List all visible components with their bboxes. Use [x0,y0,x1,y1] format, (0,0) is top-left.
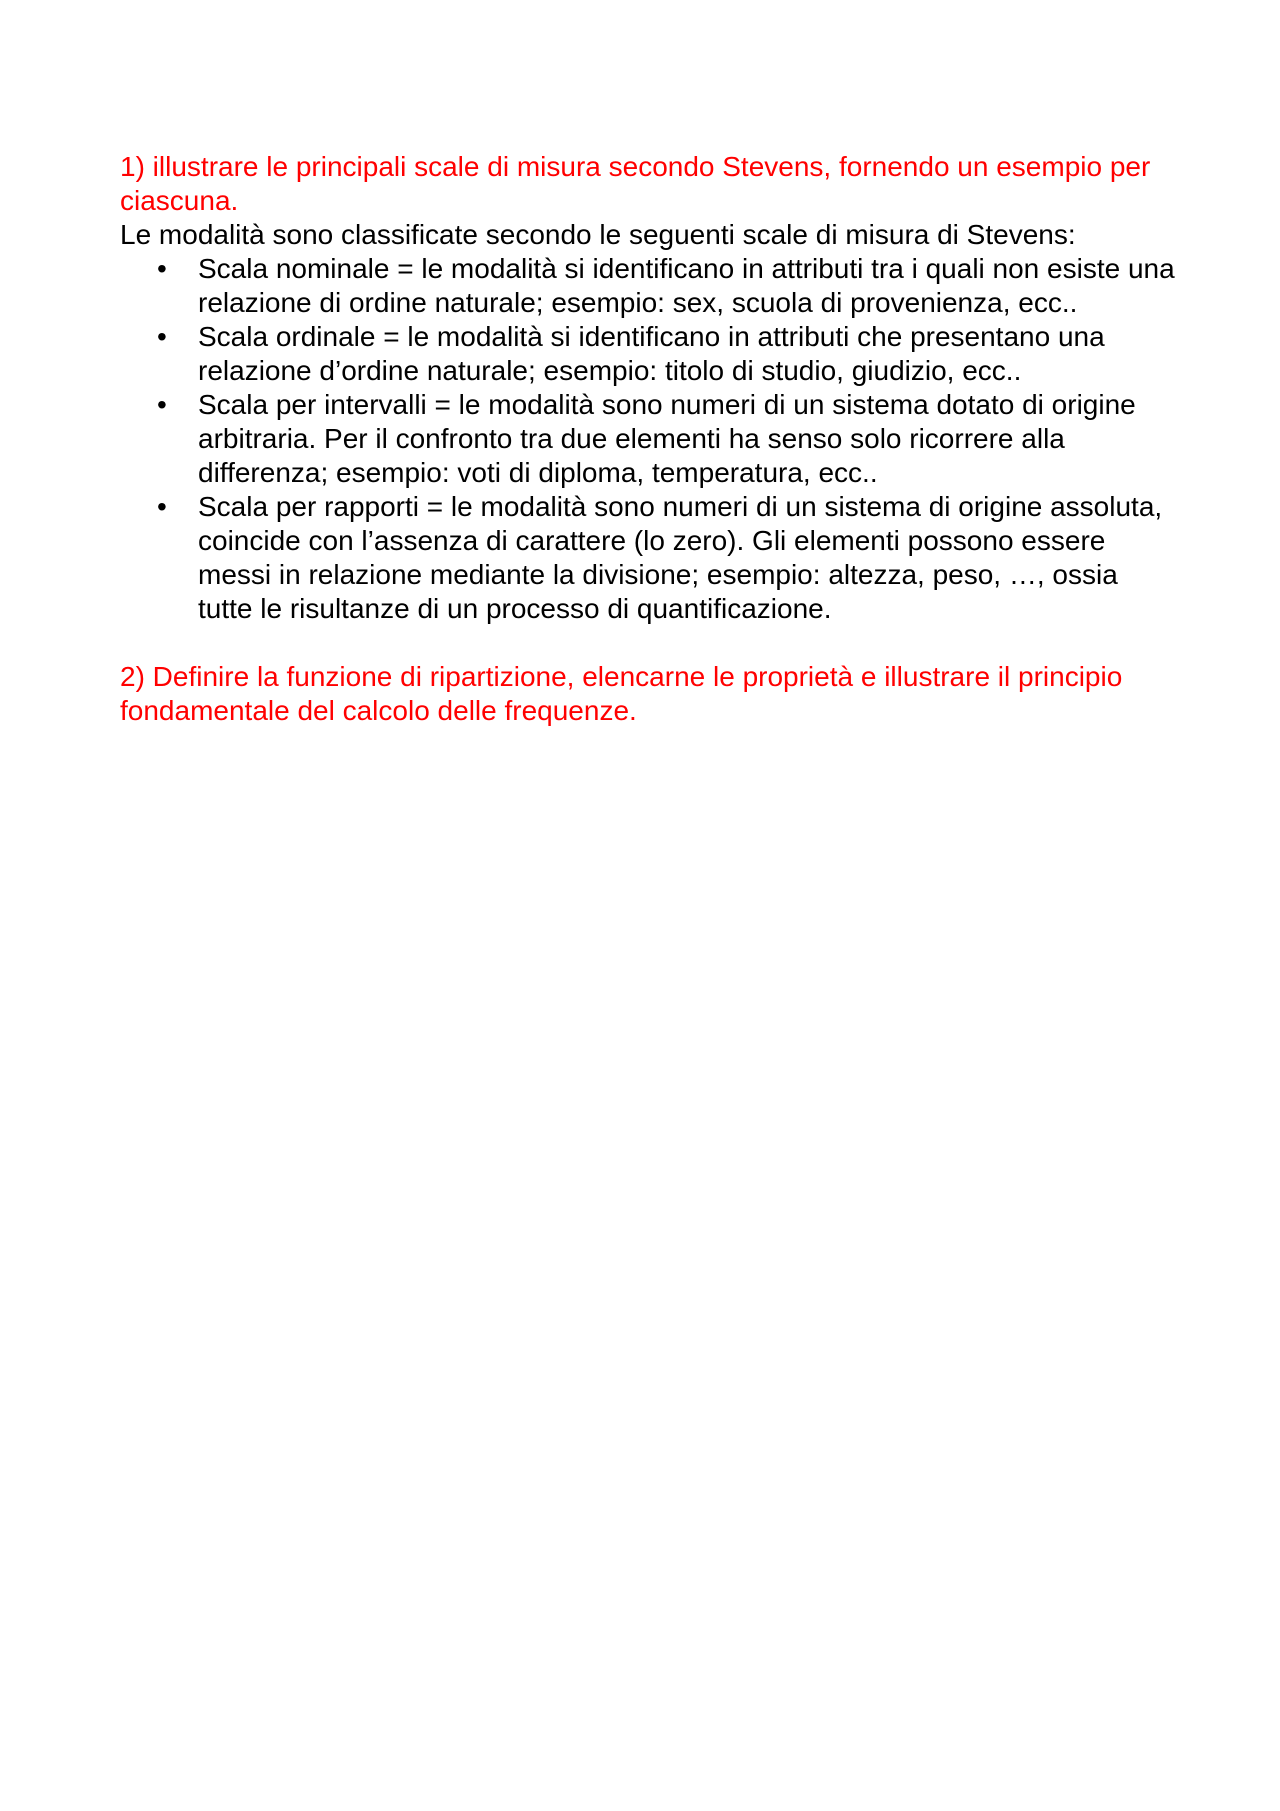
list-item [157,320,1180,388]
intro-paragraph: Le modalità sono classificate secondo le seguenti scale di misura di Stevens: [120,219,1076,250]
list-item [157,388,1180,490]
document-content [120,150,1180,728]
list-item [157,252,1180,320]
paragraph-spacer [120,626,1180,660]
question-2: 2) Definire la funzione di ripartizione, elencarne le proprietà e illustrare il principio fondamentale del calcolo delle frequenze. [120,661,1123,726]
list-item-text: Scala ordinale = le modalità si identificano in attributi che presentano una relazione d’ordine naturale; esempio: titolo di studio, giudizio, ecc.. [198,321,1105,386]
list-item-text: Scala nominale = le modalità si identificano in attributi tra i quali non esiste una relazione di ordine naturale; esempio: sex, scuola di provenienza, ecc.. [198,253,1175,318]
scales-list [120,252,1180,626]
question-1: 1) illustrare le principali scale di misura secondo Stevens, fornendo un esempio per ciascuna. [120,151,1151,216]
bullet-icon: • [157,321,167,352]
list-item-text: Scala per intervalli = le modalità sono numeri di un sistema dotato di origine arbitraria. Per il confronto tra due elementi ha senso solo ricorrere alla differenza; esempio: voti di diploma, temperatura, ecc.. [198,389,1136,488]
bullet-icon: • [157,253,167,284]
bullet-icon: • [157,389,167,420]
list-item [157,490,1180,626]
list-item-text: Scala per rapporti = le modalità sono numeri di un sistema di origine assoluta, coincide con l’assenza di carattere (lo zero). Gli elementi possono essere messi in relazione mediante la divisione; esempio: altezza, peso, …, ossia tutte le risultanze di un processo di quantificazione. [198,491,1163,624]
bullet-icon: • [157,491,167,522]
